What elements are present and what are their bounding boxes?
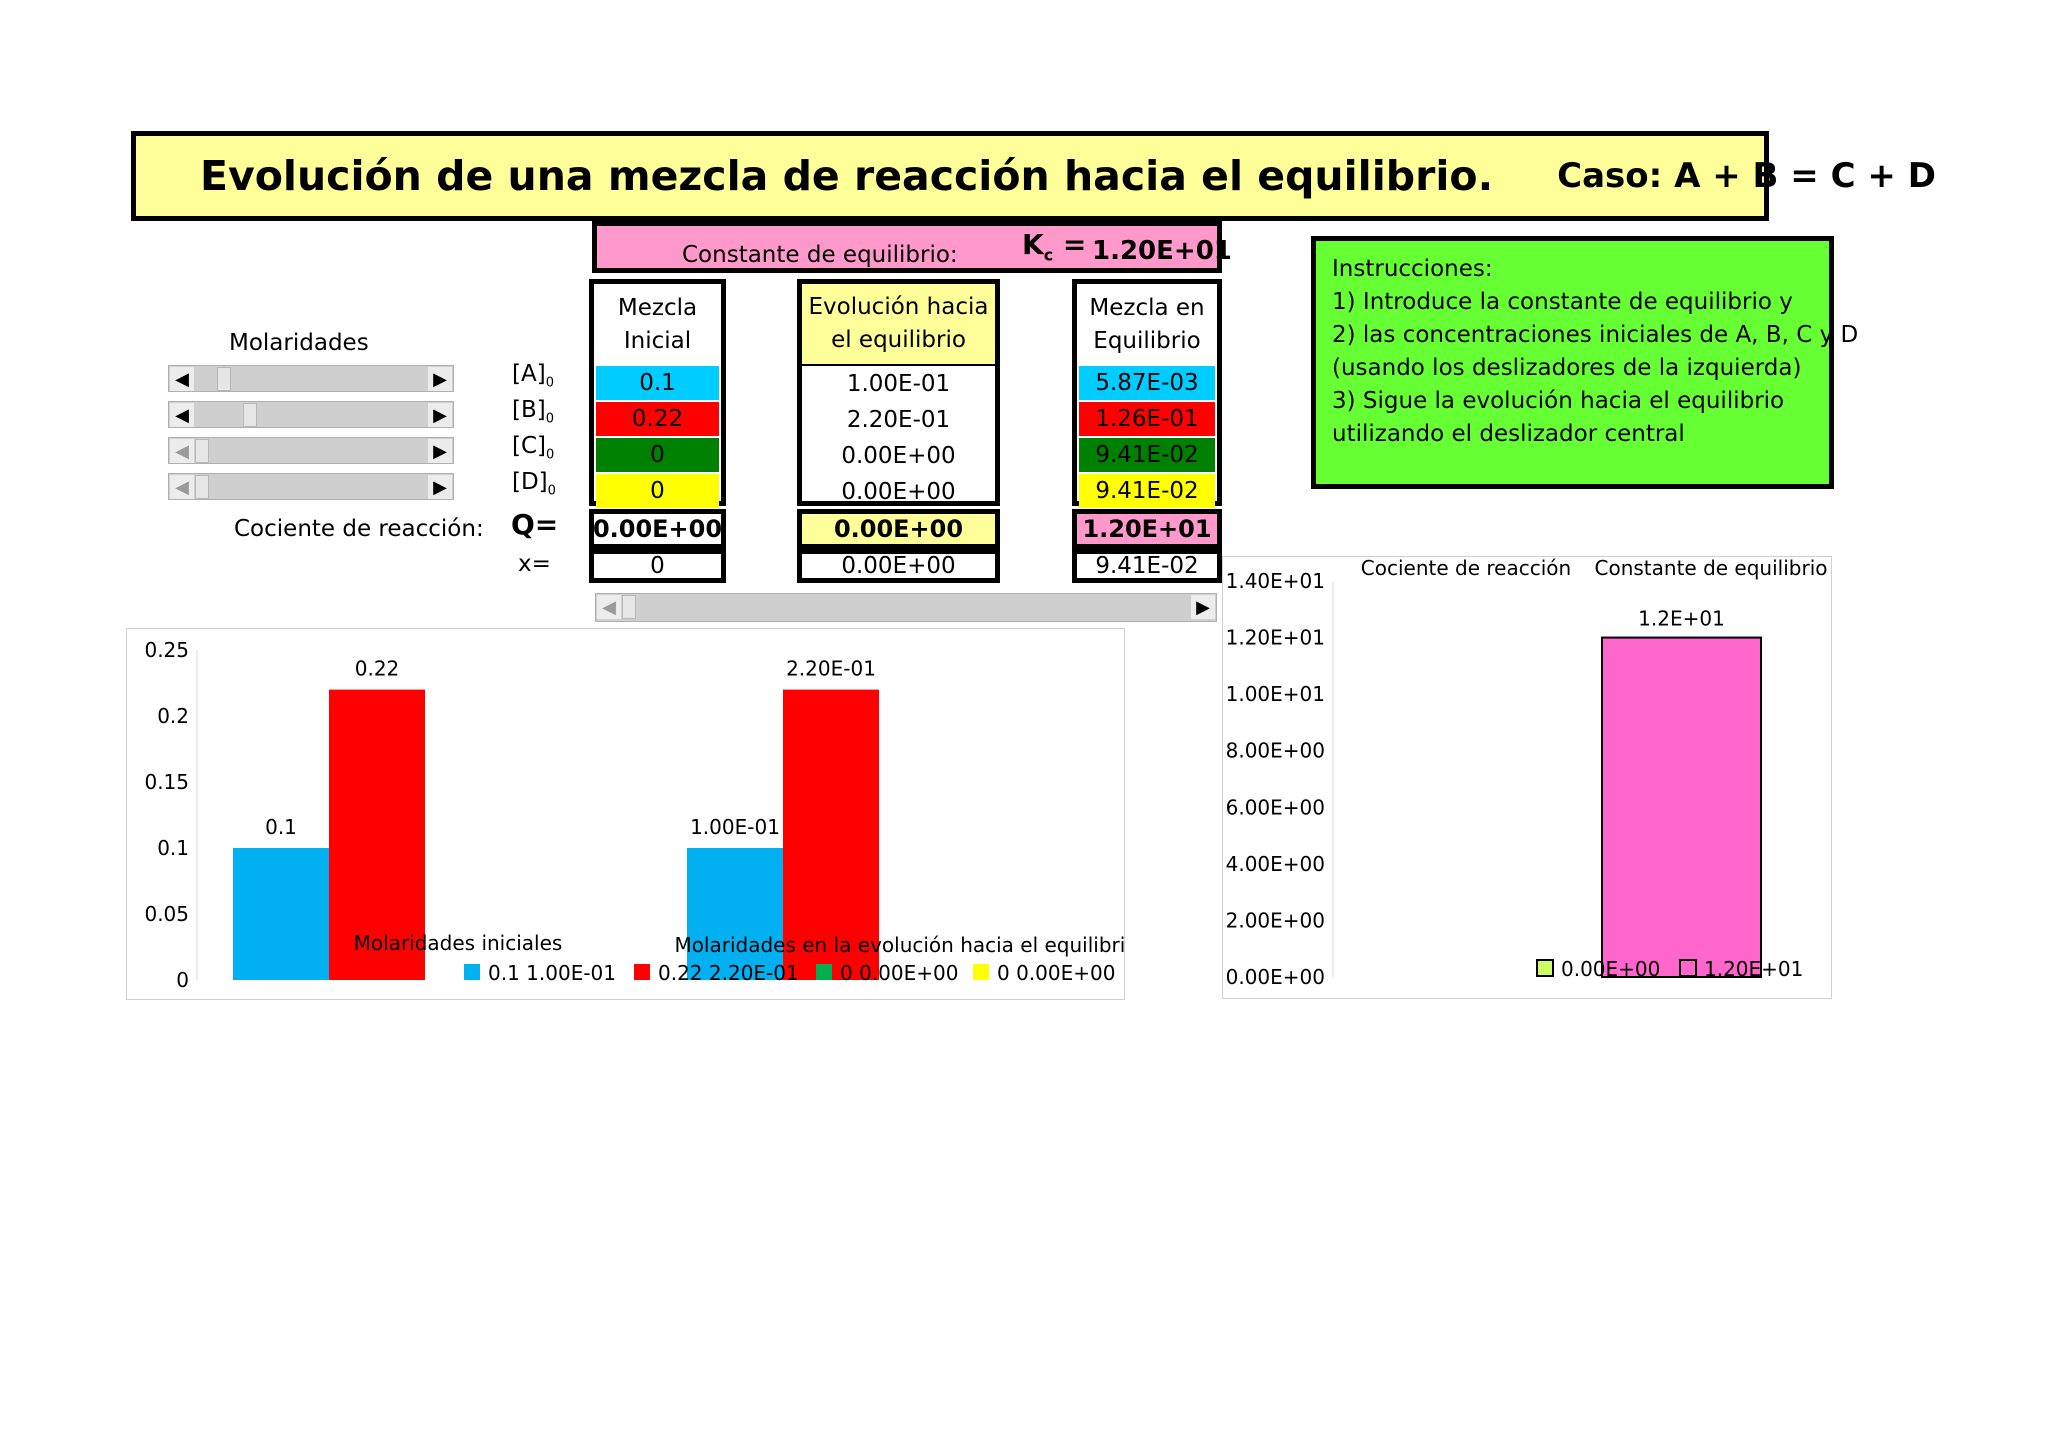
slider-thumb[interactable]: [243, 403, 257, 427]
cociente-label: Cociente de reacción:: [234, 516, 484, 542]
initial-x-value: 0: [650, 553, 665, 579]
initial-header: Mezcla Inicial: [617, 295, 698, 354]
y-tick-label: 1.40E+01: [1225, 569, 1325, 593]
y-tick-label: 0.05: [144, 902, 189, 926]
conc-label-b: $[B]_0$: [512, 397, 555, 427]
slider-right-arrow-icon[interactable]: ▶: [1191, 595, 1215, 619]
initial-mixture-column: [589, 279, 726, 506]
legend-swatch: [634, 964, 650, 980]
conc-label-d: $[D]_0$: [512, 469, 556, 499]
quotient-constant-chart-svg: [1223, 557, 1833, 1000]
legend-label: 1.20E+01: [1704, 957, 1804, 981]
initial-a-cell[interactable]: 0.1: [596, 366, 719, 400]
data-label: 0.1: [265, 815, 297, 839]
legend-label: 0.00E+00: [1561, 957, 1661, 981]
legend-label: 0.22 2.20E-01: [658, 961, 799, 985]
data-label: 2.20E-01: [786, 656, 876, 681]
legend-swatch: [1537, 960, 1553, 976]
data-label: 1.00E-01: [690, 815, 780, 839]
y-tick-label: 8.00E+00: [1225, 738, 1325, 763]
conc-label-c: $[C]_0$: [512, 433, 555, 463]
instruction-line: 2) las concentraciones iniciales de A, B, C y D: [1332, 322, 1859, 348]
slider-right-arrow-icon[interactable]: ▶: [428, 475, 452, 499]
instruction-line: utilizando el deslizador central: [1332, 421, 1685, 447]
instruction-line: (usando los deslizadores de la izquierda): [1332, 355, 1802, 381]
slider-left-arrow-icon[interactable]: ◀: [170, 439, 194, 463]
slider-a[interactable]: [168, 365, 454, 392]
evolution-x-box: [797, 549, 1000, 583]
evolution-a-cell: 1.00E-01: [846, 371, 951, 397]
equilibrium-x-box: [1072, 549, 1222, 583]
title-banner: [131, 131, 1936, 221]
evolution-slider[interactable]: [595, 593, 1217, 622]
evolution-d-cell: 0.00E+00: [841, 479, 956, 505]
equilibrium-q-value: 1.20E+01: [1082, 515, 1212, 543]
instruction-line: 1) Introduce la constante de equilibrio y: [1332, 289, 1793, 315]
initial-q-box: [589, 509, 726, 549]
x-label: x=: [518, 551, 551, 577]
slider-thumb[interactable]: [195, 439, 209, 463]
data-label: 0.22: [354, 656, 400, 681]
instructions-box: [1311, 236, 1859, 489]
category-label: Molaridades iniciales: [353, 931, 563, 955]
y-tick-label: 0.25: [144, 638, 189, 662]
category-label: Molaridades en la evolución hacia el equilibrio: [674, 933, 1126, 957]
data-label: 1.2E+01: [1638, 606, 1725, 631]
equilibrium-constant-box: [592, 221, 1232, 273]
y-tick-label: 4.00E+00: [1225, 851, 1325, 876]
equilibrium-b-cell: 1.26E-01: [1079, 402, 1215, 436]
reaction-case: Caso: A + B = C + D: [1557, 156, 1936, 196]
slider-b[interactable]: [168, 401, 454, 428]
equilibrium-q-box: [1072, 509, 1222, 549]
equilibrium-column: [1072, 279, 1222, 506]
legend-swatch: [464, 964, 480, 980]
molarities-chart: [126, 628, 1125, 1000]
evolution-c-cell: 0.00E+00: [841, 443, 956, 469]
legend-swatch: [973, 964, 989, 980]
slider-left-arrow-icon[interactable]: ◀: [170, 367, 194, 391]
evolution-header: Evolución hacia el equilibrio: [802, 284, 995, 364]
legend-label: 0 0.00E+00: [840, 961, 959, 985]
evolution-column: [797, 279, 1000, 506]
y-tick-label: 1.00E+01: [1225, 682, 1325, 707]
initial-x-box: [589, 549, 726, 583]
equilibrium-d-cell: 9.41E-02: [1079, 474, 1215, 508]
initial-d-cell[interactable]: 0: [596, 474, 719, 508]
y-tick-label: 6.00E+00: [1225, 795, 1325, 820]
bar: [1602, 638, 1761, 977]
evolution-q-box: [797, 509, 1000, 549]
y-tick-label: 0: [176, 968, 189, 992]
kc-label: Constante de equilibrio:: [682, 242, 958, 268]
q-label: Q=: [511, 508, 559, 541]
category-label: Cociente de reacción: [1360, 557, 1572, 580]
evolution-q-value: 0.00E+00: [833, 515, 964, 543]
slider-thumb[interactable]: [622, 595, 636, 619]
conc-label-a: $[A]_0$: [512, 361, 554, 391]
category-label: Constante de equilibrio: [1594, 557, 1828, 580]
molarities-chart-svg: [127, 629, 1126, 1001]
legend-swatch: [1680, 960, 1696, 976]
equilibrium-header: Mezcla en Equilibrio: [1089, 295, 1205, 354]
equilibrium-x-value: 9.41E-02: [1095, 553, 1199, 579]
slider-left-arrow-icon[interactable]: ◀: [597, 595, 621, 619]
evolution-x-value: 0.00E+00: [841, 553, 956, 579]
y-tick-label: 0.15: [144, 770, 189, 794]
slider-c[interactable]: [168, 437, 454, 464]
evolution-b-cell: 2.20E-01: [846, 407, 951, 433]
equilibrium-c-cell: 9.41E-02: [1079, 438, 1215, 472]
molaridades-label: Molaridades: [229, 330, 369, 356]
y-tick-label: 0.1: [157, 836, 189, 860]
y-tick-label: 0.00E+00: [1225, 965, 1325, 989]
equilibrium-a-cell: 5.87E-03: [1079, 366, 1215, 400]
slider-d[interactable]: [168, 473, 454, 500]
slider-right-arrow-icon[interactable]: ▶: [428, 403, 452, 427]
legend-label: 0 0.00E+00: [997, 961, 1116, 985]
legend-label: 0.1 1.00E-01: [488, 961, 616, 985]
y-tick-label: 2.00E+00: [1225, 908, 1325, 933]
slider-left-arrow-icon[interactable]: ◀: [170, 403, 194, 427]
initial-b-cell[interactable]: 0.22: [596, 402, 719, 436]
y-tick-label: 0.2: [157, 704, 189, 728]
slider-left-arrow-icon[interactable]: ◀: [170, 475, 194, 499]
slider-right-arrow-icon[interactable]: ▶: [428, 439, 452, 463]
slider-thumb[interactable]: [217, 367, 231, 391]
legend-swatch: [816, 964, 832, 980]
kc-symbol: $K_c$ =: [1022, 228, 1087, 265]
instruction-line: Instrucciones:: [1332, 256, 1493, 282]
slider-right-arrow-icon[interactable]: ▶: [428, 367, 452, 391]
bar: [233, 848, 329, 980]
quotient-constant-chart: [1222, 556, 1832, 999]
y-tick-label: 1.20E+01: [1225, 625, 1325, 650]
page-title: Evolución de una mezcla de reacción hacia el equilibrio.: [200, 152, 1494, 200]
slider-thumb[interactable]: [195, 475, 209, 499]
initial-c-cell[interactable]: 0: [596, 438, 719, 472]
instruction-line: 3) Sigue la evolución hacia el equilibrio: [1332, 388, 1785, 414]
kc-value-cell[interactable]: 1.20E+01: [1092, 236, 1232, 266]
initial-q-value: 0.00E+00: [592, 515, 723, 543]
